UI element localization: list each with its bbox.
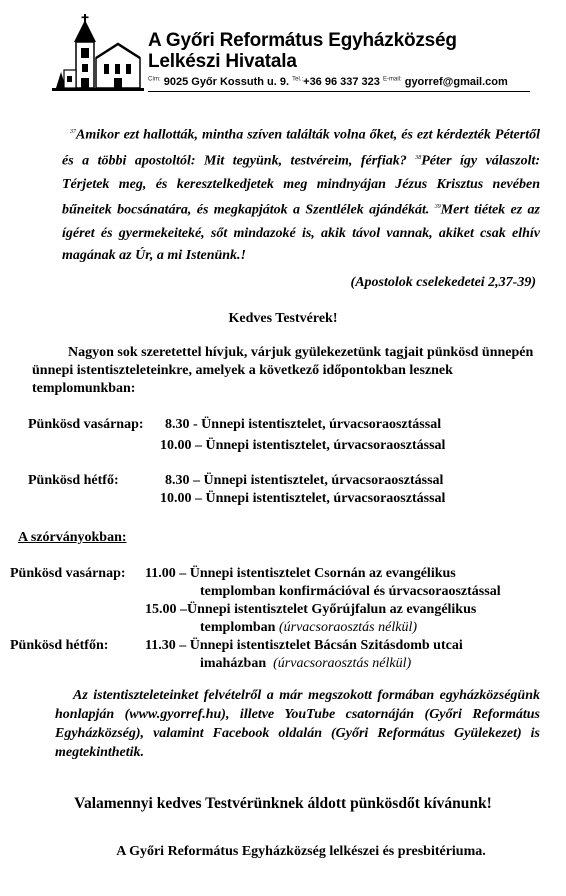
header-title-line2: Lelkészi Hivatala [148, 51, 297, 72]
diaspora-sunday-2-note: (úrvacsoraosztás nélkül) [278, 620, 417, 635]
bible-quote [62, 121, 540, 268]
phone: +36 96 337 323 [303, 76, 380, 88]
diaspora-monday-1-line1: 11.30 – Ünnepi istentisztelet Bácsán Szitásdomb utcai [145, 638, 463, 653]
monday-service-2-time: 10.00 – [160, 491, 202, 506]
header-title-line1: A Győri Református Egyházközség [148, 30, 457, 51]
diaspora-sunday-1-line1: 11.00 – Ünnepi istentisztelet Csornán az evangélikus [145, 566, 456, 581]
diaspora-heading: A szórványokban: [18, 530, 127, 545]
header-divider [148, 91, 530, 92]
header-title [148, 30, 457, 72]
signature: A Győri Református Egyházközség lelkészei és presbitériuma. [116, 844, 486, 859]
sunday-service-1 [165, 416, 441, 434]
pentecost-wish: Valamennyi kedves Testvérünknek áldott pünkösdőt kívánunk! [74, 795, 492, 812]
greeting: Kedves Testvérek! [228, 311, 338, 326]
diaspora-sunday-1-line2: templomban konfirmációval és úrvacsoraosztással [200, 584, 501, 599]
diaspora-sunday-label: Pünkösd vasárnap: [10, 566, 126, 581]
intro-paragraph [32, 344, 540, 398]
intro-text: Nagyon sok szeretettel hívjuk, várjuk gyülekezetünk tagjait pünkösd ünnepén ünnepi istentiszteleteinkre, amelyek a következő időpontokban lesznek templomunkban: [32, 345, 534, 396]
monday-label: Pünkösd hétfő: [28, 473, 119, 488]
verse-38-number: 38 [415, 155, 422, 162]
quote-reference: (Apostolok cselekedetei 2,37-39) [350, 275, 536, 290]
header-contact [148, 76, 508, 88]
verse-37: Amikor ezt hallották, mintha szíven találták volna őket, és ezt kérdezték Pétertől és a többi apostoltól: Mit tegyünk, testvéreim, férfiak? [62, 127, 540, 170]
monday-service-2 [160, 490, 445, 508]
verse-39: Mert tiétek ez az ígéret és gyermekeiteké, sőt mindazoké is, akik távol vannak, akiket csak elhív magának az Úr, a mi Istenünk.! [62, 203, 540, 264]
online-info [55, 686, 540, 762]
email: gyorref@gmail.com [404, 76, 508, 88]
verse-37-number: 37 [70, 129, 76, 135]
diaspora-monday-1-line2 [200, 655, 411, 673]
monday-service-1-time: 8.30 – [165, 473, 200, 488]
verse-39-number: 39 [434, 204, 441, 211]
sunday-service-2 [160, 437, 445, 455]
address: 9025 Győr Kossuth u. 9. [163, 76, 290, 88]
diaspora-sunday-2-place: templomban [200, 620, 276, 635]
online-info-text: Az istentiszteleteinket felvételről a már megszokott formában egyházközségünk honlapján (www.gyorref.hu), illetve YouTube csatornáján (Győri Református Egyházközség), valamint Facebook oldalán (Győri Református Gyülekezet) is megtekinthetik. [55, 688, 540, 760]
diaspora-monday-1-note: (úrvacsoraosztás nélkül) [273, 656, 412, 671]
sunday-service-1-text: Ünnepi istentisztelet, úrvacsoraosztással [201, 417, 442, 432]
sunday-service-2-text: Ünnepi istentisztelet, úrvacsoraosztással [205, 438, 446, 453]
monday-service-1 [165, 472, 443, 490]
monday-service-2-text: Ünnepi istentisztelet, úrvacsoraosztással [205, 491, 446, 506]
diaspora-monday-label: Pünkösd hétfőn: [10, 638, 109, 653]
verse-38: Péter így válaszolt: Térjetek meg, és keresztelkedjetek meg mindnyájan Jézus Krisztus nevében bűneitek bocsánatára, és megkapjátok a Szentlélek ajándékát. [62, 154, 541, 219]
phone-label: Tel.: [292, 76, 304, 83]
address-label: Cím: [148, 76, 161, 83]
monday-service-1-text: Ünnepi istentisztelet, úrvacsoraosztással [203, 473, 444, 488]
diaspora-sunday-2-line2 [200, 619, 417, 637]
sunday-service-1-time: 8.30 - [165, 417, 198, 432]
sunday-label: Pünkösd vasárnap: [28, 417, 144, 432]
email-label: E-mail: [382, 76, 402, 83]
church-logo [52, 14, 144, 96]
diaspora-sunday-2-line1: 15.00 –Ünnepi istentisztelet Győrújfalun az evangélikus [145, 602, 477, 617]
sunday-service-2-time: 10.00 – [160, 438, 202, 453]
diaspora-monday-1-place: imaházban [200, 656, 267, 671]
